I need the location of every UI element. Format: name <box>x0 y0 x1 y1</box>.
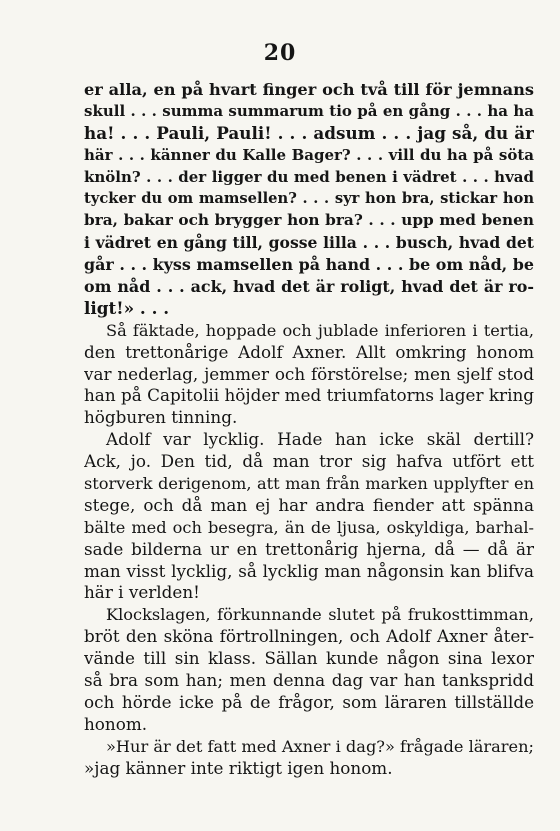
text-line: bälte med och besegra, än de ljusa, oskyldiga, barhal- <box>84 517 534 537</box>
page-number: 20 <box>263 40 297 66</box>
text-line: bra, bakar och brygger hon bra? . . . upp med benen <box>84 211 534 230</box>
text-line: i vädret en gång till, gosse lilla . . . busch, hvad det <box>84 233 534 253</box>
text-line: »Hur är det fatt med Axner i dag?» frågade läraren; <box>106 736 534 756</box>
text-line: tycker du om mamsellen? . . . syr hon bra, stickar hon <box>84 190 534 208</box>
text-line: Ack, jo. Den tid, då man tror sig hafva utfört ett <box>84 451 534 472</box>
text-line: Adolf var lycklig. Hade han icke skäl dertill? <box>106 429 534 450</box>
text-line: Så fäktade, hoppade och jublade inferioren i tertia, <box>106 320 534 340</box>
text-line: ha! . . . Pauli, Pauli! . . . adsum . . . jag så, du är <box>84 122 534 143</box>
text-line: knöln? . . . der ligger du med benen i vädret . . . hvad <box>84 167 534 186</box>
text-line: honom. <box>84 713 148 734</box>
text-line: er alla, en på hvart finger och två till för jemnans <box>84 80 534 99</box>
body-text <box>84 79 534 780</box>
text-line: stege, och då man ej har andra fiender att spänna <box>84 494 534 515</box>
text-line: går . . . kyss mamsellen på hand . . . be om nåd, be <box>84 255 534 275</box>
text-line: storverk derigenom, att man från marken upplyfter en <box>84 474 534 494</box>
text-line: han på Capitolii höjder med triumfatorns lager kring <box>84 385 534 406</box>
text-line: ligt!» . . . <box>84 297 170 318</box>
text-line: här . . . känner du Kalle Bager? . . . vill du ha på söta <box>84 145 534 164</box>
text-line: man visst lycklig, så lycklig man någonsin kan blifva <box>84 560 534 581</box>
text-line: om nåd . . . ack, hvad det är roligt, hvad det är ro- <box>84 277 534 297</box>
text-line: och hörde icke på de frågor, som läraren tillställde <box>84 691 534 712</box>
text-line: den trettonårige Adolf Axner. Allt omkring honom <box>84 341 534 362</box>
text-line: »jag känner inte riktigt igen honom. <box>84 757 393 778</box>
text-line: var nederlag, jemmer och förstörelse; men sjelf stod <box>84 363 534 384</box>
text-line: sade bilderna ur en trettonårig hjerna, då — då är <box>84 538 534 559</box>
text-line: skull . . . summa summarum tio på en gång . . . ha ha <box>84 101 534 120</box>
text-line: högburen tinning. <box>84 407 238 428</box>
text-line: vände till sin klass. Sällan kunde någon sina lexor <box>84 648 534 669</box>
text-line: Klockslagen, förkunnande slutet på frukosttimman, <box>106 605 534 625</box>
text-line: här i verlden! <box>84 582 200 603</box>
text-line: så bra som han; men denna dag var han tankspridd <box>84 670 534 691</box>
text-line: bröt den sköna förtrollningen, och Adolf Axner åter- <box>84 626 534 647</box>
